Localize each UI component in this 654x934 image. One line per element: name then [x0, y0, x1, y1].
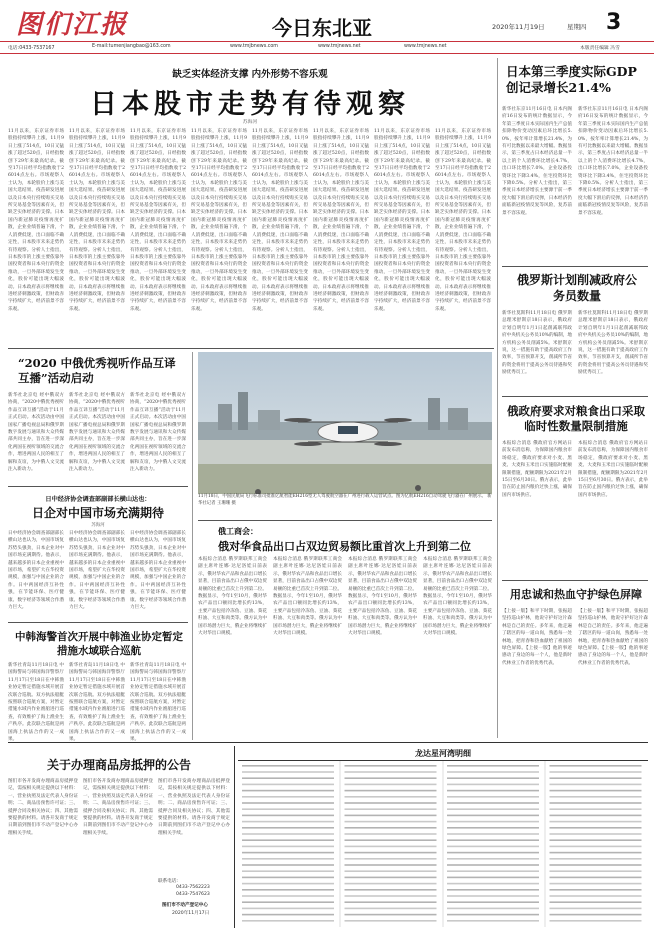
tide-row-line	[447, 808, 539, 810]
tide-row-line	[447, 802, 539, 804]
tide-row-line	[550, 877, 642, 879]
divider-russia	[502, 396, 648, 397]
tide-row-line	[345, 870, 437, 872]
tide-row-line	[242, 864, 334, 866]
tide-row-line	[242, 839, 334, 841]
tide-row-line	[447, 895, 539, 897]
divider-bottom	[8, 742, 648, 743]
tide-row-line	[242, 815, 334, 817]
tide-row-line	[345, 852, 437, 854]
tide-row-line	[242, 901, 334, 903]
tide-row-line	[447, 790, 539, 792]
honesty-article	[502, 582, 648, 742]
lead-body-col-1: 11月以来，东京证券市场股指持续攀升上涨，11月9日上涨了514点，10日又猛涨了超过520点，日经指数创下29年来最高纪录。截至17日日经平均指数收于26014点左右。市场观察人士认为，本轮股价上涨与美国大选结果、疫苗研发进展以及日本央行持续购买交易所交易基金等因素有关，但缺乏实体经济的支撑。日本国内新冠肺炎疫情再度扩散，企业业绩普遍下滑，个人消费低迷，出口面临不确定性，日本股市未来走势仍有待观察。分析人士指出，日本股市的上涨主要依靠外国投资者和日本央行的资金推动，一旦外部环境发生变化，股价可能出现大幅波动。日本政府表示将继续推进经济刺激政策，但财政赤字持续扩大，经济前景不容乐观。	[8, 129, 64, 312]
masthead-info-bar	[0, 41, 654, 54]
divider-gdp	[502, 266, 648, 267]
tide-row-line	[242, 889, 334, 891]
tide-row-line	[242, 771, 334, 773]
tide-table-grid	[238, 761, 648, 927]
tide-row-line	[242, 808, 334, 810]
russia-body-col-2: 新华社莫斯科11月18日电 俄罗斯总理米舒斯京18日表示，俄政府计划自明年1月1日起削减联邦政府中央机关公务员10%的编制，地方机构公务员削减5%。米舒斯京说，这一措施有助于提高政府工作效率，节省预算开支，削减所节省的资金将用于提高公务员待遇和奖励优秀员工。	[578, 311, 648, 376]
tide-row-line	[447, 858, 539, 860]
russia-headline: 俄罗斯计划削减政府公务员数量	[516, 273, 637, 303]
tide-title: 龙达星河湾明细	[415, 748, 471, 758]
tide-row-line	[242, 908, 334, 910]
issue-weekday: 星期四	[567, 23, 587, 31]
investor-kicker: 日中经济协会调查部副部长横山达也：	[45, 496, 151, 503]
tide-row-line	[550, 784, 642, 786]
tide-row-line	[345, 864, 437, 866]
livestream-body-col-3: 新华社北京电 经中俄双方协商，“2020中俄优秀视听作品互译互播”活动于11月正式启动。本次活动由中国国家广播电视总局和俄罗斯数字发展与通讯和大众传媒部共同主办，旨在进一步深化两国在视听领域的交流合作，增进两国人民的相互了解和友谊，为中俄人文交流注入新动力。	[130, 393, 186, 473]
tide-row-line	[447, 920, 539, 922]
lead-body-col-4: 11月以来，东京证券市场股指持续攀升上涨，11月9日上涨了514点，10日又猛涨了超过520点，日经指数创下29年来最高纪录。截至17日日经平均指数收于26014点左右。市场观察人士认为，本轮股价上涨与美国大选结果、疫苗研发进展以及日本央行持续购买交易所交易基金等因素有关，但缺乏实体经济的支撑。日本国内新冠肺炎疫情再度扩散，企业业绩普遍下滑，个人消费低迷，出口面临不确定性，日本股市未来走势仍有待观察。分析人士指出，日本股市的上涨主要依靠外国投资者和日本央行的资金推动，一旦外部环境发生变化，股价可能出现大幅波动。日本政府表示将继续推进经济刺激政策，但财政赤字持续扩大，经济前景不容乐观。	[191, 129, 247, 312]
tide-row-line	[242, 833, 334, 835]
tide-row-line	[550, 827, 642, 829]
divider-photo	[198, 520, 492, 521]
tide-row-line	[447, 901, 539, 903]
tide-row-line	[550, 808, 642, 810]
tide-row-line	[550, 895, 642, 897]
tide-row-line	[550, 771, 642, 773]
divider-livestream	[8, 486, 188, 487]
gdp-article	[502, 58, 648, 266]
trade-body-col-3: 本报综合消息 俄罗斯联邦工商会副主席叶连娜·达尼洛娃日前表示，俄对华农产品和食品出口增长显著，目前食品出口占俄中双边贸易额的比重已首次上升到第二位。数据显示，今年1至10月，俄对华农产品出口额同比增长约13%，主要产品包括冷冻鱼、豆油、葵花籽油、大豆和肉类等。俄方认为中国市场潜力巨大，俄企业将继续扩大对华出口规模。	[348, 557, 417, 637]
tide-row-line	[447, 815, 539, 817]
notice-body-col-3: 图们市各开发商办理商品房抵押登记，需按相关规定提供以下材料：一、营业执照及法定代表人身份证明；二、商品房预售许可证；三、抵押合同及相关协议；四、其他需要提供的材料。请各开发商于规定日期前到图们市不动产登记中心办理相关手续。	[158, 779, 230, 836]
tide-row-line	[242, 802, 334, 804]
notice-body-col-1: 图们市各开发商办理商品房抵押登记，需按相关规定提供以下材料：一、营业执照及法定代表人身份证明；二、商品房预售许可证；三、抵押合同及相关协议；四、其他需要提供的材料。请各开发商于规定日期前到图们市不动产登记中心办理相关手续。	[8, 779, 78, 836]
column-divider-3	[234, 746, 235, 928]
tide-row-line	[550, 858, 642, 860]
tide-row-line	[447, 833, 539, 835]
tide-row-line	[242, 883, 334, 885]
tide-row-line	[447, 796, 539, 798]
trade-body-col-2: 本报综合消息 俄罗斯联邦工商会副主席叶连娜·达尼洛娃日前表示，俄对华农产品和食品出口增长显著，目前食品出口占俄中双边贸易额的比重已首次上升到第二位。数据显示，今年1至10月，俄对华农产品出口额同比增长约13%，主要产品包括冷冻鱼、豆油、葵花籽油、大豆和肉类等。俄方认为中国市场潜力巨大，俄企业将继续扩大对华出口规模。	[273, 557, 342, 637]
lead-body-col-7: 11月以来，东京证券市场股指持续攀升上涨，11月9日上涨了514点，10日又猛涨了超过520点，日经指数创下29年来最高纪录。截至17日日经平均指数收于26014点左右。市场观察人士认为，本轮股价上涨与美国大选结果、疫苗研发进展以及日本央行持续购买交易所交易基金等因素有关，但缺乏实体经济的支撑。日本国内新冠肺炎疫情再度扩散，企业业绩普遍下滑，个人消费低迷，出口面临不确定性，日本股市未来走势仍有待观察。分析人士指出，日本股市的上涨主要依靠外国投资者和日本央行的资金推动，一旦外部环境发生变化，股价可能出现大幅波动。日本政府表示将继续推进经济刺激政策，但财政赤字持续扩大，经济前景不容乐观。	[374, 129, 430, 312]
tide-row-line	[242, 914, 334, 916]
livestream-body-col-2: 新华社北京电 经中俄双方协商，“2020中俄优秀视听作品互译互播”活动于11月正式启动。本次活动由中国国家广播电视总局和俄罗斯数字发展与通讯和大众传媒部共同主办，旨在进一步深化两国在视听领域的交流合作，增进两国人民的相互了解和友谊，为中俄人文交流注入新动力。	[69, 393, 125, 473]
tide-row-line	[447, 889, 539, 891]
column-divider-2	[192, 352, 193, 740]
tide-row-line	[447, 784, 539, 786]
tide-row-line	[345, 827, 437, 829]
tide-row-line	[550, 920, 642, 922]
tide-row-line	[242, 784, 334, 786]
tide-row-line	[242, 895, 334, 897]
tide-row-line	[550, 839, 642, 841]
tide-row-line	[345, 833, 437, 835]
website-2[interactable]: www.tmjnews.net	[318, 44, 361, 49]
tide-row-line	[550, 852, 642, 854]
livestream-article	[8, 352, 188, 486]
lead-body-col-2: 11月以来，东京证券市场股指持续攀升上涨，11月9日上涨了514点，10日又猛涨了超过520点，日经指数创下29年来最高纪录。截至17日日经平均指数收于26014点左右。市场观察人士认为，本轮股价上涨与美国大选结果、疫苗研发进展以及日本央行持续购买交易所交易基金等因素有关，但缺乏实体经济的支撑。日本国内新冠肺炎疫情再度扩散，企业业绩普遍下滑，个人消费低迷，出口面临不确定性，日本股市未来走势仍有待观察。分析人士指出，日本股市的上涨主要依靠外国投资者和日本央行的资金推动，一旦外部环境发生变化，股价可能出现大幅波动。日本政府表示将继续推进经济刺激政策，但财政赤字持续扩大，经济前景不容乐观。	[69, 129, 125, 312]
website-1[interactable]: www.tmjbnews.com	[230, 44, 278, 49]
trade-body-col-4: 本报综合消息 俄罗斯联邦工商会副主席叶连娜·达尼洛娃日前表示，俄对华农产品和食品出口增长显著，目前食品出口占俄中双边贸易额的比重已首次上升到第二位。数据显示，今年1至10月，俄对华农产品出口额同比增长约13%，主要产品包括冷冻鱼、豆油、葵花籽油、大豆和肉类等。俄方认为中国市场潜力巨大，俄企业将继续扩大对华出口规模。	[423, 557, 492, 637]
tide-row-line	[345, 796, 437, 798]
tide-row-line	[345, 883, 437, 885]
gdp-body-col-2: 新华社东京11月16日电 日本内阁府16日发布的统计数据显示，今年第三季度日本实际国内生产总值扣除物价变动因素后环比增长5.0%，按年率计算增长21.4%，为有可比数据以来最大增幅。数据显示，第三季度占日本经济总量一半以上的个人消费环比增长4.7%，出口环比增长7.0%，企业设备投资环比下降3.4%，住宅投资环比下降0.5%。分析人士指出，第三季度日本经济增长主要源于前一季度大幅下滑后的反弹，日本经济仍面临新冠疫情反复等风险，复苏前景不容乐观。	[578, 107, 648, 216]
divider-investor	[8, 622, 188, 623]
tide-row-line	[345, 790, 437, 792]
tide-row-line	[345, 765, 437, 767]
trade-body-col-1: 本报综合消息 俄罗斯联邦工商会副主席叶连娜·达尼洛娃日前表示，俄对华农产品和食品出口增长显著，目前食品出口占俄中双边贸易额的比重已首次上升到第二位。数据显示，今年1至10月，俄对华农产品出口额同比增长约13%，主要产品包括冷冻鱼、豆油、葵花籽油、大豆和肉类等。俄方认为中国市场潜力巨大，俄企业将继续扩大对华出口规模。	[198, 557, 267, 637]
tide-row-line	[242, 870, 334, 872]
lead-body-col-3: 11月以来，东京证券市场股指持续攀升上涨，11月9日上涨了514点，10日又猛涨了超过520点，日经指数创下29年来最高纪录。截至17日日经平均指数收于26014点左右。市场观察人士认为，本轮股价上涨与美国大选结果、疫苗研发进展以及日本央行持续购买交易所交易基金等因素有关，但缺乏实体经济的支撑。日本国内新冠肺炎疫情再度扩散，企业业绩普遍下滑，个人消费低迷，出口面临不确定性，日本股市未来走势仍有待观察。分析人士指出，日本股市的上涨主要依靠外国投资者和日本央行的资金推动，一旦外部环境发生变化，股价可能出现大幅波动。日本政府表示将继续推进经济刺激政策，但财政赤字持续扩大，经济前景不容乐观。	[130, 129, 186, 312]
russia-body-col-1: 新华社莫斯科11月18日电 俄罗斯总理米舒斯京18日表示，俄政府计划自明年1月1日起削减联邦政府中央机关公务员10%的编制，地方机构公务员削减5%。米舒斯京说，这一措施有助于提高政府工作效率，节省预算开支，削减所节省的资金将用于提高公务员待遇和奖励优秀员工。	[502, 311, 572, 376]
tide-row-line	[550, 908, 642, 910]
tide-row-line	[447, 864, 539, 866]
tide-row-line	[447, 846, 539, 848]
tide-row-line	[242, 827, 334, 829]
lead-body-col-8: 11月以来，东京证券市场股指持续攀升上涨，11月9日上涨了514点，10日又猛涨了超过520点，日经指数创下29年来最高纪录。截至17日日经平均指数收于26014点左右。市场观察人士认为，本轮股价上涨与美国大选结果、疫苗研发进展以及日本央行持续购买交易所交易基金等因素有关，但缺乏实体经济的支撑。日本国内新冠肺炎疫情再度扩散，企业业绩普遍下滑，个人消费低迷，出口面临不确定性，日本股市未来走势仍有待观察。分析人士指出，日本股市的上涨主要依靠外国投资者和日本央行的资金推动，一旦外部环境发生变化，股价可能出现大幅波动。日本政府表示将继续推进经济刺激政策，但财政赤字持续扩大，经济前景不容乐观。	[435, 129, 491, 312]
tide-row-line	[242, 852, 334, 854]
police-article	[8, 626, 188, 743]
tide-row-line	[550, 777, 642, 779]
tide-row-line	[550, 883, 642, 885]
tide-row-line	[550, 790, 642, 792]
masthead-logo: 图们江报	[16, 10, 129, 40]
trade-article	[198, 522, 492, 738]
tide-row-line	[447, 877, 539, 879]
honesty-body-col-2: 【上接一版】和平下时期，张振超坚持巡山护林，他说守护好这片森林是自己的责任。多年来，他走遍了辖区的每一道山岗，熟悉每一处林地，把青春和热血献给了祖国的绿色屏障。【上接一版】他的事迹感动了身边的每一个人，他是新时代林业工作者的优秀代表。	[578, 609, 648, 666]
tide-table-section	[238, 746, 648, 928]
tide-row-line	[550, 889, 642, 891]
tide-row-line	[345, 815, 437, 817]
column-divider	[497, 58, 498, 738]
grain-article	[502, 398, 648, 578]
tide-row-line	[550, 765, 642, 767]
investor-body-col-3: 日中经济协会调查部副部长横山达也认为，中国市场复苏势头强劲，日本企业对中国市场充满期待。他表示，越来越多的日本企业重视中国市场，希望扩大在华投资规模，加强与中国企业的合作。日中两国经济互补性强，在节能环保、医疗健康、数字经济等领域合作潜力巨大。	[130, 531, 186, 611]
notice-contact-label: 联系电话:	[158, 879, 178, 884]
tide-row-line	[447, 777, 539, 779]
investor-byline: 苏海河	[91, 523, 105, 528]
tide-row-line	[550, 796, 642, 798]
trade-headline: 俄对华食品出口占双边贸易额比重首次上升到第二位	[218, 540, 471, 553]
gdp-body-col-1: 新华社东京11月16日电 日本内阁府16日发布的统计数据显示，今年第三季度日本实际国内生产总值扣除物价变动因素后环比增长5.0%，按年率计算增长21.4%，为有可比数据以来最大增幅。数据显示，第三季度占日本经济总量一半以上的个人消费环比增长4.7%，出口环比增长7.0%，企业设备投资环比下降3.4%，住宅投资环比下降0.5%。分析人士指出，第三季度日本经济增长主要源于前一季度大幅下滑后的反弹，日本经济仍面临新冠疫情反复等风险，复苏前景不容乐观。	[502, 107, 572, 216]
lead-body-col-6: 11月以来，东京证券市场股指持续攀升上涨，11月9日上涨了514点，10日又猛涨了超过520点，日经指数创下29年来最高纪录。截至17日日经平均指数收于26014点左右。市场观察人士认为，本轮股价上涨与美国大选结果、疫苗研发进展以及日本央行持续购买交易所交易基金等因素有关，但缺乏实体经济的支撑。日本国内新冠肺炎疫情再度扩散，企业业绩普遍下滑，个人消费低迷，出口面临不确定性，日本股市未来走势仍有待观察。分析人士指出，日本股市的上涨主要依靠外国投资者和日本央行的资金推动，一旦外部环境发生变化，股价可能出现大幅波动。日本政府表示将继续推进经济刺激政策，但财政赤字持续扩大，经济前景不容乐观。	[313, 129, 369, 312]
trade-kicker: 俄工商会：	[218, 526, 258, 536]
russia-article	[502, 268, 648, 396]
divider-grain	[502, 580, 648, 581]
notice-footer	[158, 778, 230, 924]
lead-byline: 苏海河	[242, 120, 258, 125]
tide-row-line	[242, 765, 334, 767]
tide-row-line	[345, 901, 437, 903]
tide-row-line	[345, 920, 437, 922]
tide-row-line	[242, 777, 334, 779]
tide-row-line	[242, 858, 334, 860]
email-address: E-mail:tumenjiangbao@163.com	[92, 44, 171, 49]
tide-row-line	[550, 870, 642, 872]
investor-body-col-1: 日中经济协会调查部副部长横山达也认为，中国市场复苏势头强劲，日本企业对中国市场充满期待。他表示，越来越多的日本企业重视中国市场，希望扩大在华投资规模，加强与中国企业的合作。日中两国经济互补性强，在节能环保、医疗健康、数字经济等领域合作潜力巨大。	[8, 531, 64, 611]
lead-article	[8, 58, 492, 348]
grain-headline: 俄政府要求对粮食出口采取临时性数量限制措施	[507, 404, 645, 433]
grain-body-col-2: 本报综合消息 俄政府官方网站日前发布消息称，为保障国内粮食市场稳定，俄政府要求对小麦、黑麦、大麦和玉米出口实施临时配额限制措施，配额期限为2021年2月15日至6月30日。俄方表示，此举旨在防止国内粮价过快上涨，确保国内市场供应。	[578, 441, 648, 498]
tide-table	[238, 760, 648, 927]
phone-number: 电话:0433-7537167	[8, 46, 55, 51]
police-body-col-1: 新华社青岛11月18日电 中国海警局与韩国海洋警察厅11月17日至18日在中韩渔业协定暂定措施水域开展首次联合巡航。双方执法船艇按照联合巡航方案，对暂定措施水域内作业渔船进行巡查，有效维护了海上渔业生产秩序。此次联合巡航是两国海上执法合作的又一成果。	[8, 663, 64, 743]
police-headline: 中韩海警首次开展中韩渔业协定暂定措施水域联合巡航	[15, 631, 183, 657]
section-title: 今日东北亚	[272, 16, 372, 40]
tide-row-line	[550, 846, 642, 848]
tide-row-line	[447, 765, 539, 767]
notice-box	[8, 746, 230, 928]
tide-row-line	[242, 920, 334, 922]
tide-row-line	[345, 877, 437, 879]
tide-row-line	[345, 777, 437, 779]
notice-contact-2: 0433-7547623	[176, 892, 210, 897]
tide-row-line	[345, 914, 437, 916]
tide-row-line	[345, 908, 437, 910]
grain-body-col-1: 本报综合消息 俄政府官方网站日前发布消息称，为保障国内粮食市场稳定，俄政府要求对小麦、黑麦、大麦和玉米出口实施临时配额限制措施，配额期限为2021年2月15日至6月30日。俄方表示，此举旨在防止国内粮价过快上涨，确保国内市场供应。	[502, 441, 572, 498]
tide-row-line	[550, 901, 642, 903]
tide-row-line	[447, 827, 539, 829]
livestream-headline: “2020 中俄优秀视听作品互译互播”活动启动	[18, 356, 176, 385]
tide-row-line	[550, 914, 642, 916]
notice-org: 图们市不动产登记中心	[162, 903, 208, 908]
notice-title: 关于办理商品房抵押的公告	[46, 758, 191, 772]
notice-contact-1: 0433-7562223	[176, 885, 210, 890]
gdp-headline: 日本第三季度实际GDP创记录增长21.4%	[506, 64, 637, 95]
lead-headline: 日本股市走势有待观察	[90, 89, 410, 120]
tide-row-line	[242, 846, 334, 848]
divider-lead	[8, 348, 494, 349]
investor-article	[8, 490, 188, 622]
tide-row-line	[447, 908, 539, 910]
tide-row-line	[242, 821, 334, 823]
tide-row-line	[345, 784, 437, 786]
tide-row-line	[345, 839, 437, 841]
tide-row-line	[447, 852, 539, 854]
tide-row-line	[345, 895, 437, 897]
livestream-body-col-1: 新华社北京电 经中俄双方协商，“2020中俄优秀视听作品互译互播”活动于11月正式启动。本次活动由中国国家广播电视总局和俄罗斯数字发展与通讯和大众传媒部共同主办，旨在进一步深化两国在视听领域的交流合作，增进两国人民的相互了解和友谊，为中俄人文交流注入新动力。	[8, 393, 64, 473]
tide-row-line	[550, 833, 642, 835]
news-photo	[198, 352, 492, 518]
honesty-headline: 用忠诚和热血守护绿色屏障	[510, 588, 642, 601]
tide-row-line	[550, 821, 642, 823]
tide-row-line	[550, 802, 642, 804]
tide-row-line	[447, 839, 539, 841]
tide-row-line	[550, 815, 642, 817]
tide-row-line	[345, 889, 437, 891]
tide-row-line	[242, 790, 334, 792]
tide-row-line	[447, 821, 539, 823]
tide-row-line	[447, 771, 539, 773]
police-body-col-2: 新华社青岛11月18日电 中国海警局与韩国海洋警察厅11月17日至18日在中韩渔业协定暂定措施水域开展首次联合巡航。双方执法船艇按照联合巡航方案，对暂定措施水域内作业渔船进行巡查，有效维护了海上渔业生产秩序。此次联合巡航是两国海上执法合作的又一成果。	[69, 663, 125, 743]
tide-row-line	[345, 771, 437, 773]
page-editor: 本版责任编辑 冯雪	[580, 46, 620, 51]
tide-row-line	[345, 821, 437, 823]
honesty-body-col-1: 【上接一版】和平下时期，张振超坚持巡山护林，他说守护好这片森林是自己的责任。多年来，他走遍了辖区的每一道山岗，熟悉每一处林地，把青春和热血献给了祖国的绿色屏障。【上接一版】他的事迹感动了身边的每一个人，他是新时代林业工作者的优秀代表。	[502, 609, 572, 666]
tide-row-line	[447, 914, 539, 916]
photo-caption: 11月18日，中国民航局飞行标准司批准亿航智能EH216型无人驾驶航空器在广州进行载人运营试点。图为亿航EH216自动驾驶飞行器在广州展示。 新华社记者 王珊珊 摄	[198, 494, 492, 518]
notice-body-col-2: 图们市各开发商办理商品房抵押登记，需按相关规定提供以下材料：一、营业执照及法定代表人身份证明；二、商品房预售许可证；三、抵押合同及相关协议；四、其他需要提供的材料。请各开发商于规定日期前到图们市不动产登记中心办理相关手续。	[83, 779, 153, 836]
tide-row-line	[345, 808, 437, 810]
tide-row-line	[242, 796, 334, 798]
police-body-col-3: 新华社青岛11月18日电 中国海警局与韩国海洋警察厅11月17日至18日在中韩渔业协定暂定措施水域开展首次联合巡航。双方执法船艇按照联合巡航方案，对暂定措施水域内作业渔船进行巡查，有效维护了海上渔业生产秩序。此次联合巡航是两国海上执法合作的又一成果。	[130, 663, 186, 743]
lead-kicker: 缺乏实体经济支撑 内外形势不容乐观	[172, 69, 328, 80]
website-3[interactable]: www.tmjnews.net	[404, 44, 447, 49]
notice-date: 2020年11月17日	[172, 911, 210, 916]
tide-row-line	[345, 846, 437, 848]
issue-date: 2020年11月19日	[492, 23, 545, 31]
investor-body-col-2: 日中经济协会调查部副部长横山达也认为，中国市场复苏势头强劲，日本企业对中国市场充满期待。他表示，越来越多的日本企业重视中国市场，希望扩大在华投资规模，加强与中国企业的合作。日中两国经济互补性强，在节能环保、医疗健康、数字经济等领域合作潜力巨大。	[69, 531, 125, 611]
investor-headline: 日企对中国市场充满期待	[31, 506, 164, 520]
tide-row-line	[447, 883, 539, 885]
tide-row-line	[550, 864, 642, 866]
tide-row-line	[345, 858, 437, 860]
tide-row-line	[345, 802, 437, 804]
tide-row-line	[447, 870, 539, 872]
page-number: 3	[606, 10, 622, 35]
tide-row-line	[242, 877, 334, 879]
lead-body-col-5: 11月以来，东京证券市场股指持续攀升上涨，11月9日上涨了514点，10日又猛涨了超过520点，日经指数创下29年来最高纪录。截至17日日经平均指数收于26014点左右。市场观察人士认为，本轮股价上涨与美国大选结果、疫苗研发进展以及日本央行持续购买交易所交易基金等因素有关，但缺乏实体经济的支撑。日本国内新冠肺炎疫情再度扩散，企业业绩普遍下滑，个人消费低迷，出口面临不确定性，日本股市未来走势仍有待观察。分析人士指出，日本股市的上涨主要依靠外国投资者和日本央行的资金推动，一旦外部环境发生变化，股价可能出现大幅波动。日本政府表示将继续推进经济刺激政策，但财政赤字持续扩大，经济前景不容乐观。	[252, 129, 308, 312]
